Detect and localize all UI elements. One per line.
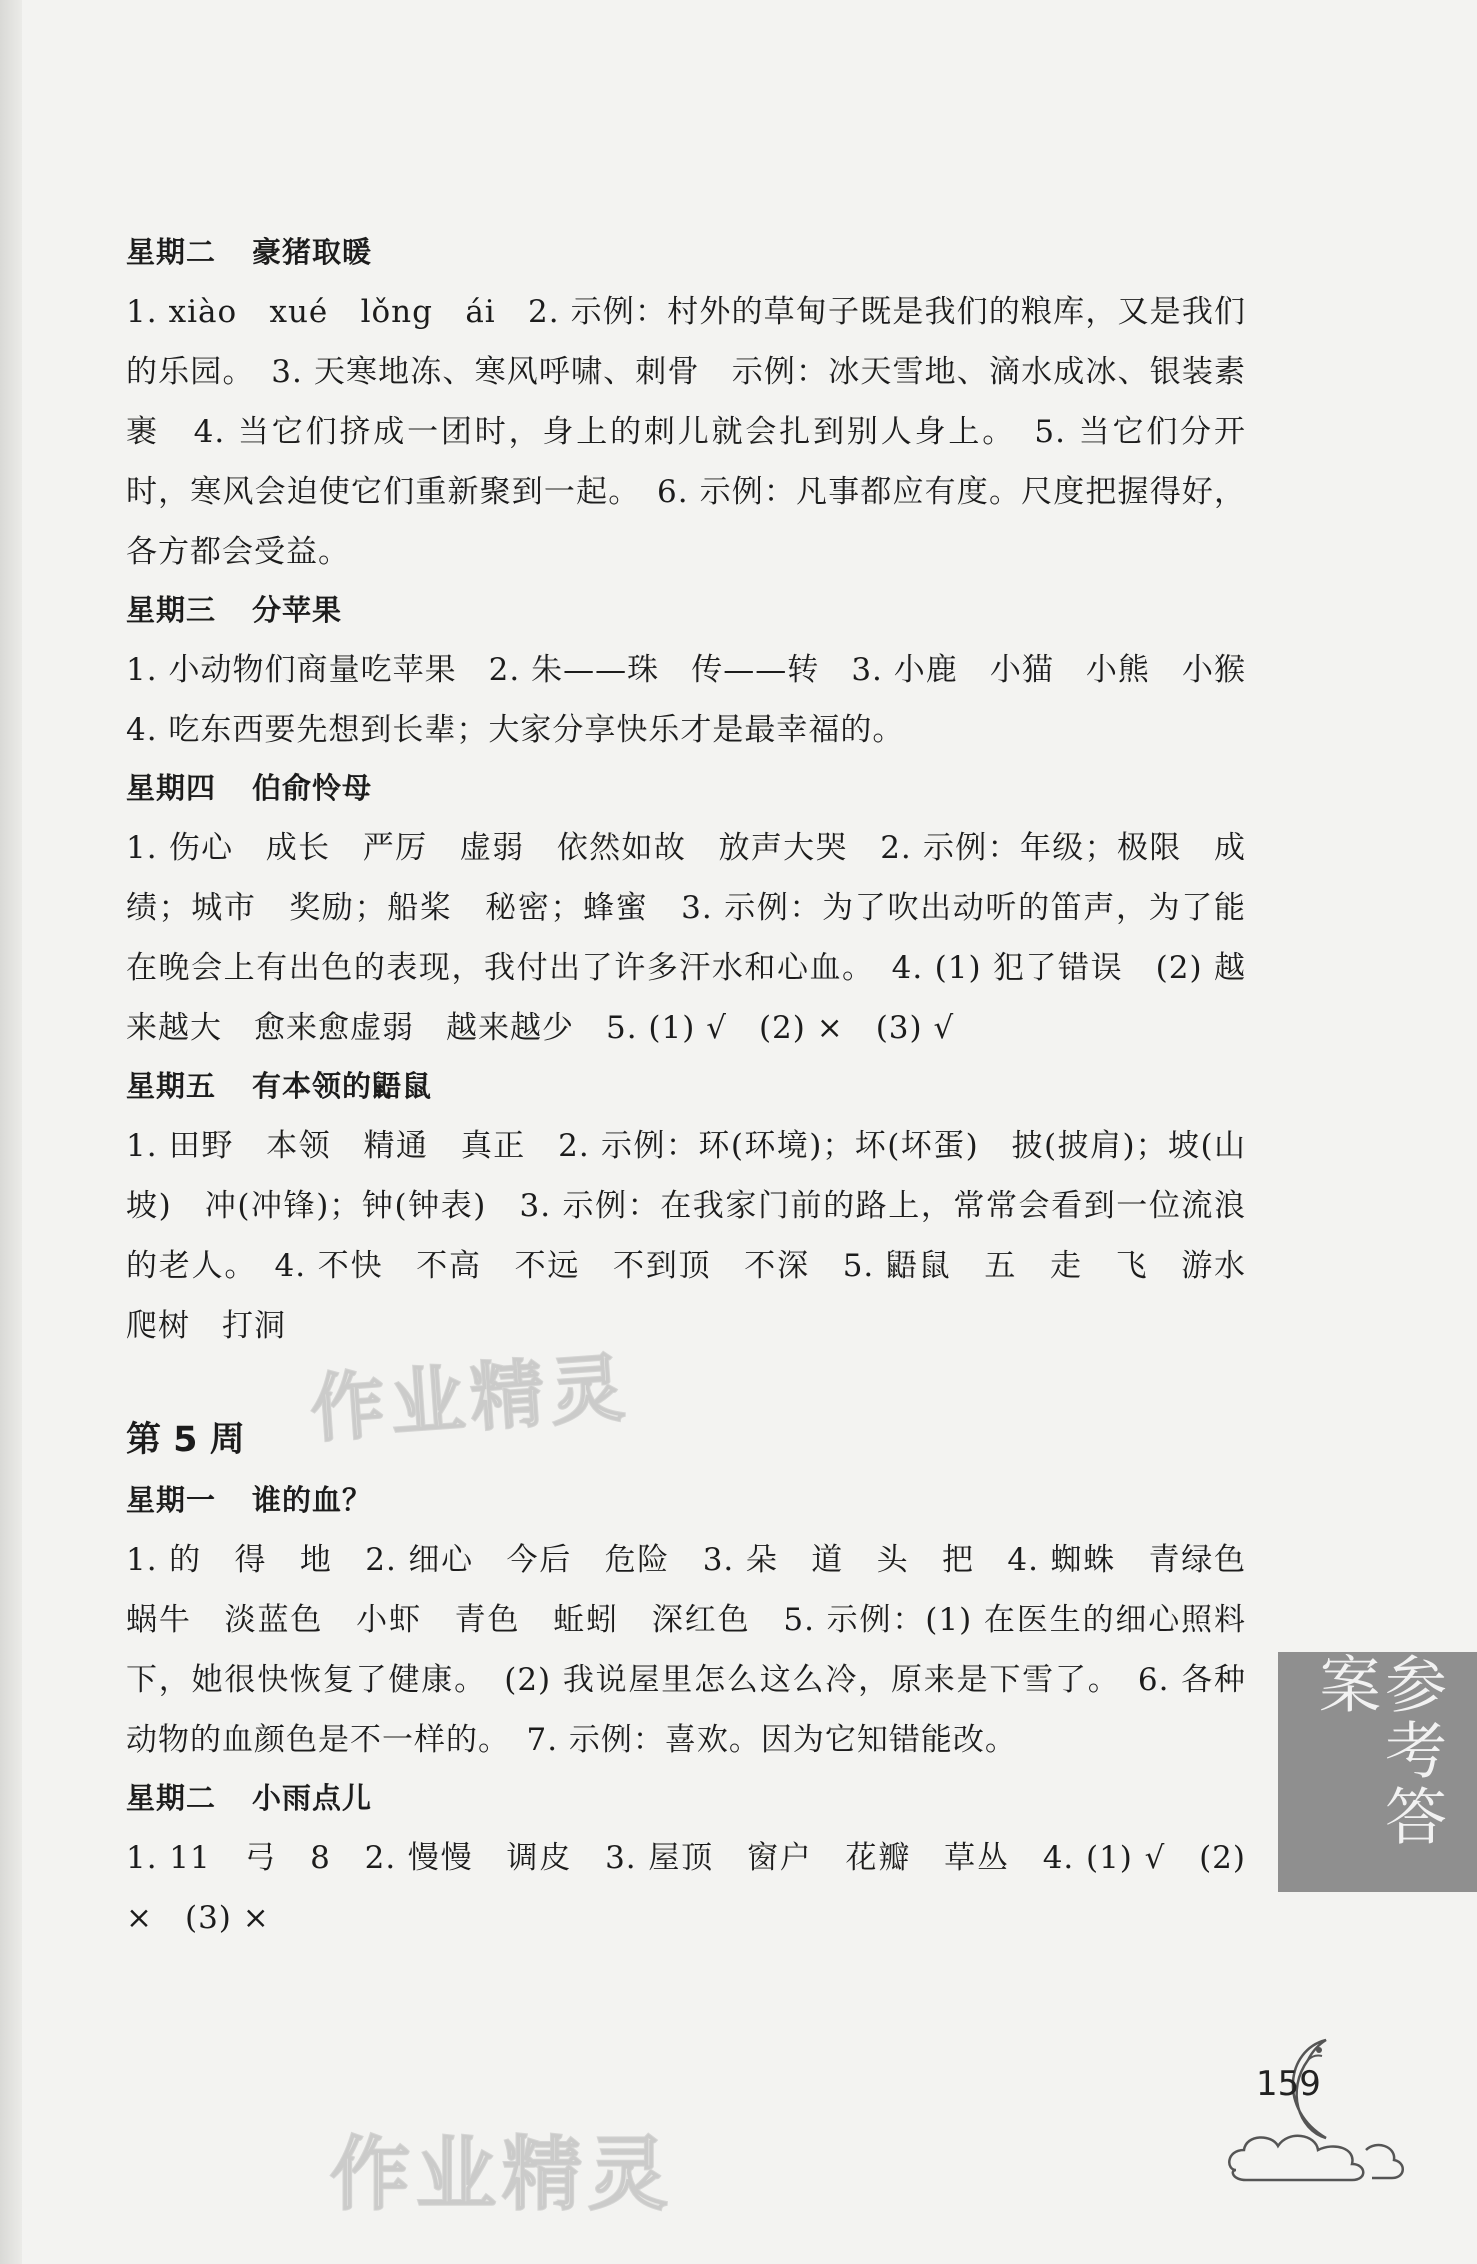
- watermark: 作业精灵: [307, 1344, 634, 1454]
- section-answers: 1. 伤心 成长 严厉 虚弱 依然如故 放声大哭 2. 示例：年级；极限 成绩；城市 奖励；船桨 秘密；蜂蜜 3. 示例：为了吹出动听的笛声，为了能在晚会上有出色的表现，我付出了许多汗水和心血。 4. (1) 犯了错误 (2) 越来越大 愈来愈虚弱 越来越少 5. (1) √ (2) × (3) √: [126, 830, 1246, 1046]
- section-heading: [126, 1480, 1246, 1520]
- section-day: 星期一: [126, 1483, 217, 1517]
- section-answers: 1. 田野 本领 精通 真正 2. 示例：环(环境)；坏(坏蛋) 披(披肩)；坡(山坡) 冲(冲锋)；钟(钟表) 3. 示例：在我家门前的路上，常常会看到一位流浪的老人。 4. 不快 不高 不远 不到顶 不深 5. 鼯鼠 五 走 飞 游水 爬树 打洞: [126, 1128, 1278, 1344]
- section-day: 星期四: [126, 771, 217, 805]
- section-monday-whose-blood: [126, 1480, 1278, 1770]
- section-day: 星期二: [126, 235, 217, 269]
- answer-content: [126, 232, 1278, 1956]
- section-answers: 1. 11 弓 8 2. 慢慢 调皮 3. 屋顶 窗户 花瓣 草丛 4. (1) √ (2) × (3) ×: [126, 1840, 1246, 1936]
- section-title: 豪猪取暖: [252, 235, 373, 269]
- section-heading: [126, 768, 1246, 808]
- page-binding-edge: [0, 0, 22, 2264]
- watermark: 作业精灵: [330, 2128, 674, 2221]
- week-title: 第 5 周: [126, 1420, 245, 1460]
- section-day: 星期三: [126, 593, 217, 627]
- section-tuesday-raindrop: [126, 1778, 1246, 1948]
- section-answers: 1. 小动物们商量吃苹果 2. 朱——珠 传——转 3. 小鹿 小猫 小熊 小猴 4. 吃东西要先想到长辈；大家分享快乐才是最幸福的。: [126, 652, 1278, 748]
- section-title: 有本领的鼯鼠: [252, 1069, 433, 1103]
- page-number: 159: [1256, 2064, 1321, 2104]
- side-tab-label: 参考答案: [1308, 1652, 1448, 1850]
- section-title: 小雨点儿: [252, 1781, 373, 1815]
- section-heading: [126, 232, 1246, 272]
- section-tuesday-hedgehogs: [126, 232, 1246, 582]
- section-heading: [126, 1066, 1246, 1106]
- section-day: 星期二: [126, 1781, 217, 1815]
- section-title: 分苹果: [252, 593, 343, 627]
- section-wednesday-apples: [126, 590, 1278, 760]
- section-answers: 1. xiào xué lǒng ái 2. 示例：村外的草甸子既是我们的粮库，又是我们的乐园。 3. 天寒地冻、寒风呼啸、刺骨 示例：冰天雪地、滴水成冰、银装素裹 4. 当它们挤成一团时，身上的刺儿就会扎到别人身上。 5. 当它们分开时，寒风会迫使它们重新聚到一起。 6. 示例：凡事都应有度。尺度把握得好，各方都会受益。: [126, 294, 1246, 570]
- section-heading: [126, 590, 1246, 630]
- section-friday-flying-squirrel: [126, 1066, 1278, 1356]
- moon-cloud-icon: [1216, 2030, 1416, 2190]
- section-day: 星期五: [126, 1069, 217, 1103]
- reference-answers-tab: [1278, 1652, 1477, 1892]
- section-title: 伯俞怜母: [252, 771, 373, 805]
- section-title: 谁的血？: [252, 1483, 373, 1517]
- section-answers: 1. 的 得 地 2. 细心 今后 危险 3. 朵 道 头 把 4. 蜘蛛 青绿色 蜗牛 淡蓝色 小虾 青色 蚯蚓 深红色 5. 示例：(1) 在医生的细心照料下，她很快恢复了健康。 (2) 我说屋里怎么这么冷，原来是下雪了。 6. 各种动物的血颜色是不一样的。 7. 示例：喜欢。因为它知错能改。: [126, 1542, 1278, 1758]
- section-heading: [126, 1778, 1246, 1818]
- section-thursday-boyu: [126, 768, 1246, 1058]
